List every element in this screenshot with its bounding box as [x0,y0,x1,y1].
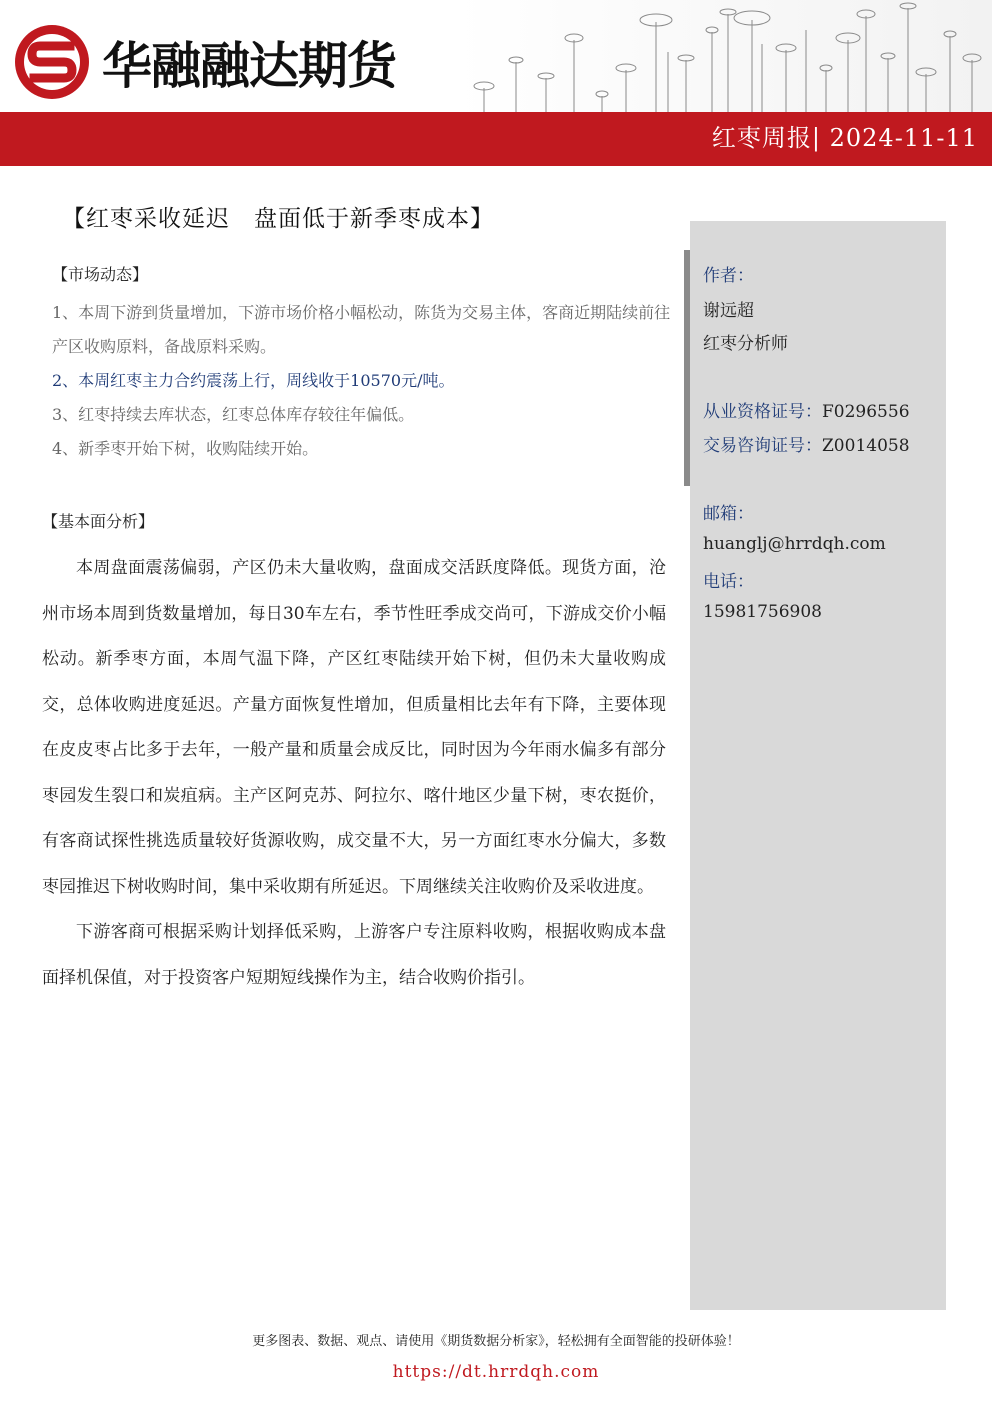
report-type-date: 红枣周报| 2024-11-11 [711,124,978,152]
market-list [52,296,672,466]
email-label: 邮箱： [703,504,754,524]
footer-note: 更多图表、数据、观点、请使用《期货数据分析家》，轻松拥有全面智能的投研体验！ [252,1334,740,1349]
license-value: F0296556 [822,402,910,422]
license-row [703,397,910,422]
header-decoration [456,0,992,112]
report-title: 【红枣采收延迟 盘面低于新季枣成本】 [62,206,494,232]
author-label: 作者： [703,266,754,286]
list-item: 1、本周下游到货量增加，下游市场价格小幅松动，陈货为交易主体，客商近期陆续前往产区收购原料，备战原料采购。 [52,303,671,356]
author-sidebar [690,221,946,1310]
analysis-heading: 【基本面分析】 [42,512,155,531]
company-logo-icon [12,22,92,102]
analysis-paragraph: 下游客商可根据采购计划择低采购，上游客户专注原料收购，根据收购成本盘面择机保值，对于投资客户短期短线操作为主，结合收购价指引。 [42,922,666,988]
consult-value: Z0014058 [822,436,910,456]
list-item: 4、新季枣开始下树，收购陆续开始。 [52,439,319,458]
phone-label: 电话： [703,572,754,592]
list-item: 2、本周红枣主力合约震荡上行，周线收于10570元/吨。 [52,371,455,390]
brand-name: 华融融达期货 [102,37,396,95]
brand-logo [12,22,396,102]
market-heading: 【市场动态】 [52,265,149,284]
license-label: 从业资格证号： [703,402,822,422]
consult-label: 交易咨询证号： [703,436,822,456]
analysis-body [42,546,666,1001]
phone-value: 15981756908 [703,602,822,622]
list-item: 3、红枣持续去库状态，红枣总体库存较往年偏低。 [52,405,415,424]
email-value[interactable]: huanglj@hrrdqh.com [703,534,886,554]
footer-link[interactable]: https://dt.hrrdqh.com [392,1362,600,1382]
consult-row [703,431,910,456]
author-title: 红枣分析师 [703,334,788,354]
analysis-paragraph: 本周盘面震荡偏弱，产区仍未大量收购，盘面成交活跃度降低。现货方面，沧州市场本周到货数量增加，每日30车左右，季节性旺季成交尚可，下游成交价小幅松动。新季枣方面，本周气温下降，产区红枣陆续开始下树，但仍未大量收购成交，总体收购进度延迟。产量方面恢复性增加，但质量相比去年有下降，主要体现在皮皮枣占比多于去年，一般产量和质量会成反比，同时因为今年雨水偏多有部分枣园发生裂口和炭疽病。主产区阿克苏、阿拉尔、喀什地区少量下树，枣农挺价，有客商试探性挑选质量较好货源收购，成交量不大，另一方面红枣水分偏大，多数枣园推迟下树收购时间，集中采收期有所延迟。下周继续关注收购价及采收进度。 [42,558,666,897]
author-name: 谢远超 [703,301,754,321]
